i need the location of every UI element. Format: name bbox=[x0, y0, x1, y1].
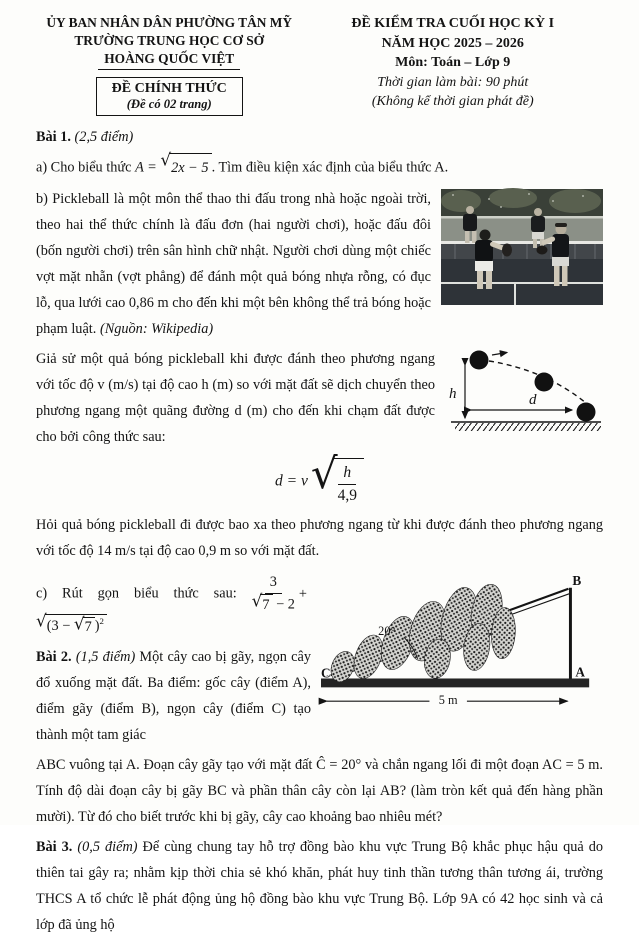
d-label: d bbox=[529, 392, 537, 408]
official-exam-box bbox=[96, 77, 243, 116]
fraction-numerator: 3 bbox=[265, 573, 282, 594]
h-label: h bbox=[449, 386, 457, 402]
problem2-text2: ABC vuông tại A. Đoạn cây gãy tạo với mặt đất Ĉ = 20° và chắn ngang lối đi một đoạn AC = 5 m. Tính độ dài đoạn cây bị gãy BC và phần thân cây còn lại AB? (làm tròn kết quả đến hàng phần mười). Từ đó cho biết trước khi bị gãy, cây cao khoảng bao nhiêu mét? bbox=[36, 757, 603, 826]
radical-sign: √ bbox=[160, 149, 172, 170]
part-b-source: (Nguồn: Wikipedia) bbox=[99, 321, 214, 337]
angle-label: 20° bbox=[378, 624, 396, 639]
exam-title: ĐỀ KIỂM TRA CUỐI HỌC KỲ I bbox=[351, 16, 555, 31]
part-c-outer-sqrt bbox=[36, 610, 107, 636]
point-B-label: B bbox=[572, 573, 582, 589]
trajectory-diagram bbox=[445, 346, 603, 434]
subject-grade: Môn: Toán – Lớp 9 bbox=[395, 55, 511, 70]
trajectory-diagram-art bbox=[445, 346, 603, 434]
part-c-fraction bbox=[252, 573, 295, 615]
problem3-body: Để cùng chung tay hỗ trợ đồng bào khu vực Trung Bộ khắc phục hậu quả do thiên tai gây ra; nhằm kịp thời chia sẻ khó khăn, phát huy tinh thần tương thân tương ái, trường THCS A tổ chức lễ phát động ủng hộ đồng bào khu vực Trung Bộ. Lớp 9A có 42 học sinh và cả lớp đã ủng hộ bbox=[36, 839, 603, 934]
span-label: 5 m bbox=[438, 693, 458, 708]
radicand-close: ) bbox=[94, 618, 100, 635]
ground-bar bbox=[321, 679, 589, 688]
point-C-label: C bbox=[321, 665, 331, 681]
formula-fraction bbox=[338, 463, 357, 506]
problem1-points: (2,5 điểm) bbox=[74, 129, 134, 145]
problem1-part-b-setup: Giả sử một quả bóng pickleball khi được đánh theo phương ngang với tốc độ v (m/s) tại độ cao h (m) so với mặt đất sẽ dịch chuyển theo phương ngang một quãng đường d (m) cho đến khi chạm đất được cho bởi công thức sau: bbox=[36, 351, 435, 445]
sqrt-expression bbox=[160, 149, 211, 181]
net-mesh bbox=[441, 244, 603, 259]
velocity-arrow bbox=[492, 353, 507, 356]
problem1-part-b-question: Hỏi quả bóng pickleball đi được bao xa theo phương ngang từ khi được đánh theo phương ngang với tốc độ 14 m/s tại độ cao 0,9 m so với mặt đất. bbox=[36, 517, 603, 560]
ball-mid bbox=[535, 373, 554, 392]
problem2-points: (1,5 điểm) bbox=[75, 649, 136, 666]
paddle-icon bbox=[537, 246, 548, 255]
header-left bbox=[36, 14, 302, 116]
tree-diagram-art bbox=[319, 572, 603, 712]
radicand: 2x − 5 bbox=[169, 153, 211, 181]
formula-sqrt bbox=[310, 449, 364, 506]
school-line1: TRƯỜNG TRUNG HỌC CƠ SỞ bbox=[74, 33, 265, 48]
problem3-points: (0,5 điểm) bbox=[77, 839, 138, 856]
ball-start bbox=[470, 351, 489, 370]
problem1-part-a bbox=[36, 149, 603, 182]
ground-hatch bbox=[455, 423, 601, 431]
duration-note: (Không kể thời gian phát đề) bbox=[371, 94, 534, 109]
pickleball-photo bbox=[441, 189, 603, 305]
problem1-heading bbox=[36, 124, 603, 150]
radicand: 7 bbox=[260, 594, 272, 615]
inner-radicand: 7 bbox=[83, 617, 95, 635]
pickleball-photo-art bbox=[441, 189, 603, 305]
school-year: NĂM HỌC 2025 – 2026 bbox=[381, 35, 524, 51]
duration-line: Thời gian làm bài: 90 phút bbox=[377, 74, 529, 90]
school-line2 bbox=[36, 50, 302, 70]
radical-sign: √ bbox=[310, 449, 338, 498]
exam-box-title: ĐỀ CHÍNH THỨC bbox=[111, 81, 227, 96]
fraction-numerator: h bbox=[338, 463, 356, 485]
issuer-line: ỦY BAN NHÂN DÂN PHƯỜNG TÂN MỸ bbox=[46, 15, 293, 30]
part-a-lead: a) Cho biểu thức bbox=[36, 159, 136, 176]
fraction-denominator: 4,9 bbox=[337, 487, 357, 505]
problem1-label: Bài 1. bbox=[36, 129, 71, 145]
foliage bbox=[327, 582, 517, 686]
tree-diagram bbox=[319, 572, 603, 712]
formula-lhs: d = v bbox=[275, 472, 308, 490]
ball-end bbox=[577, 403, 596, 422]
exponent: 2 bbox=[99, 616, 104, 627]
problem2-label: Bài 2. bbox=[36, 649, 72, 666]
exam-header bbox=[36, 14, 603, 116]
part-a-lhs: A = bbox=[135, 159, 161, 176]
paddle-icon bbox=[502, 244, 512, 257]
radical-sign: √ bbox=[73, 613, 85, 634]
radical-sign: √ bbox=[36, 610, 47, 631]
exam-box-subtitle: (Đề có 02 trang) bbox=[126, 97, 212, 111]
radicand-open: (3 − bbox=[46, 618, 74, 635]
school-name-underlined: HOÀNG QUỐC VIỆT bbox=[98, 50, 240, 70]
fraction-denominator bbox=[251, 590, 295, 616]
part-c-lead: c) Rút gọn biểu thức sau: bbox=[36, 585, 252, 602]
denominator-rest: − 2 bbox=[272, 596, 295, 613]
problem3-text bbox=[36, 834, 603, 938]
problem3-label: Bài 3. bbox=[36, 839, 73, 856]
distance-formula bbox=[36, 449, 603, 506]
problem2-body: Một cây cao bị gãy, ngọn cây đổ xuống mặt đất. Ba điểm: gốc cây (điểm A), điểm gãy (điểm B), ngọn cây (điểm C) tạo thành một tam giác bbox=[36, 649, 311, 744]
header-right bbox=[302, 14, 603, 116]
part-b-text: b) Pickleball là một môn thể thao thi đấu trong nhà hoặc ngoài trời, theo hai thể thức chính là đấu đơn (hai người chơi), hoặc đấu đôi (bốn người chơi) trên sân hình chữ nhật. Người chơi dùng một chiếc vợt mặt nhẵn (vợt phẳng) để đánh một quả bóng nhựa rỗng, có đục lỗ, qua lưới cao 0,86 m cho đến khi một bên không thể trả bóng hoặc phạm luật. bbox=[36, 191, 431, 337]
part-a-tail: . Tìm điều kiện xác định của biểu thức A. bbox=[211, 159, 449, 176]
radical-sign: √ bbox=[251, 590, 263, 611]
point-A-label: A bbox=[575, 664, 585, 680]
plus-sign: + bbox=[298, 585, 307, 602]
